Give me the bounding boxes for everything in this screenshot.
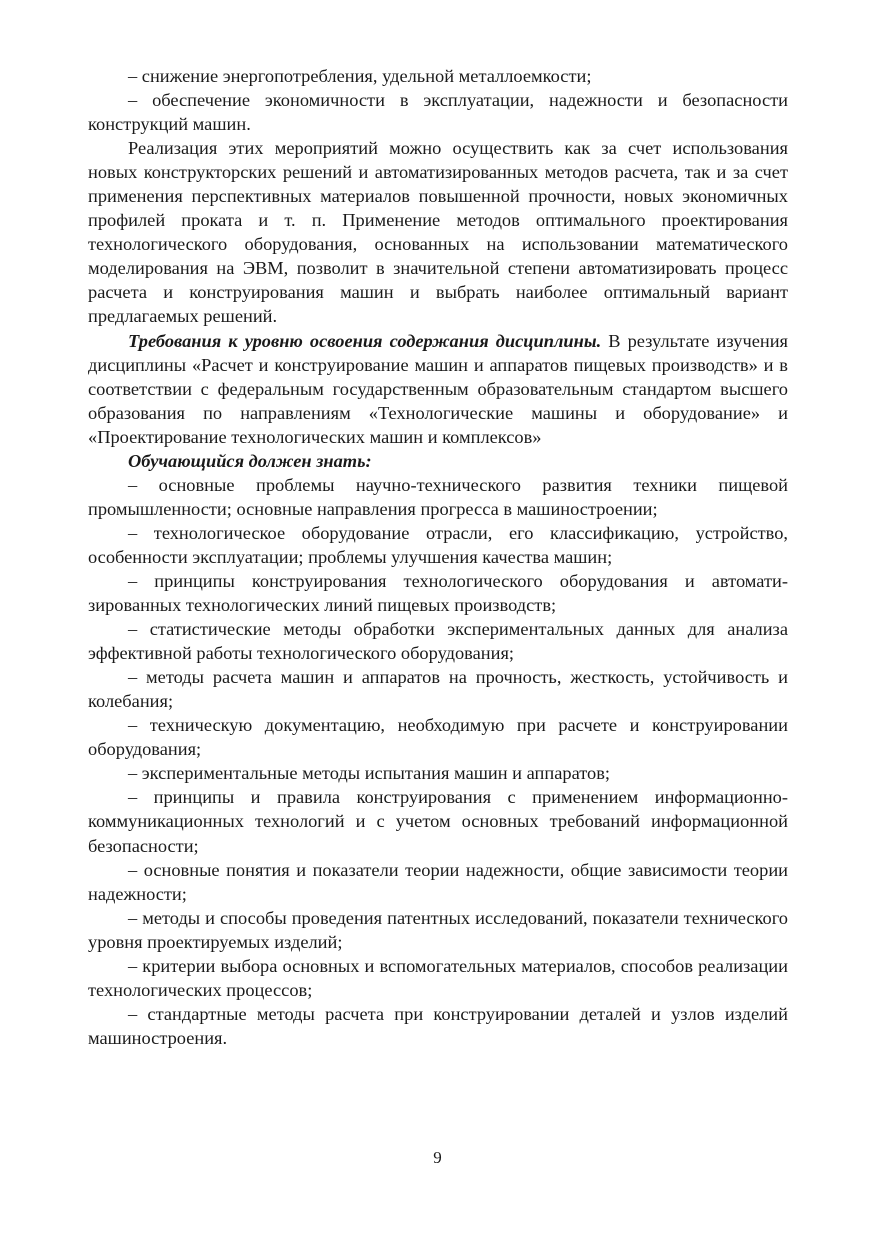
list-item: – обеспечение экономичности в эксплуатации, надежности и безопасности конструкций машин. [88,90,788,135]
list-item: – принципы и правила конструирования с применением информационно-коммуникационных технологий и с учетом основных требований информационной безопасности; [88,787,788,856]
list-item: – снижение энергопотребления, удельной металлоемкости; [128,66,592,86]
paragraph-implementation: Реализация этих мероприятий можно осуществить как за счет использования новых конструкторских решений и автоматизированных методов расчета, так и за счет применения перспективных материалов повышенной прочности, новых экономичных профилей проката и т. п. Применение методов оптимального проектирования технологического оборудования, основанных на использовании математического моделирования на ЭВМ, позволит в значительной степени автоматизировать процесс расчета и конструирования машин и выбрать наиболее оптимальный вариант предлагаемых решений. [88,138,788,327]
list-item: – методы расчета машин и аппаратов на прочность, жесткость, устойчивость и колебания; [88,667,788,712]
paragraph-requirements [88,329,788,449]
must-know-heading-text: Обучающийся должен знать: [128,450,372,471]
list-item: – стандартные методы расчета при конструировании деталей и узлов изделий машиностроения. [88,1003,788,1048]
list-item: – принципы конструирования технологического оборудования и автоматизированных технологических линий пищевых производств; [88,570,788,616]
page-number: 9 [433,1148,442,1167]
list-item: – техническую документацию, необходимую при расчете и конструировании оборудования; [88,715,788,760]
must-know-heading [88,449,788,473]
list-item: – основные проблемы научно-технического развития техники пищевой промышленности; основные направления прогресса в машиностроении; [88,474,788,519]
document-page-body [88,64,788,1050]
list-item: – методы и способы проведения патентных исследований, показатели технического уровня проектируемых изделий; [88,907,788,952]
list-item: – экспериментальные методы испытания машин и аппаратов; [128,763,611,784]
requirements-text: В результате изучения дисциплины «Расчет и конструирование машин и аппаратов пищевых производств» и в соответствии с федеральным государственным образовательным стандартом высшего образования по направлениям «Технологические машины и оборудование» и «Проектирование технологических машин и комплексов» [88,330,788,447]
list-item: – статистические методы обработки экспериментальных данных для анализа эффективной работы технологического оборудования; [88,619,788,664]
list-item: – технологическое оборудование отрасли, его классификацию, устройство, особенности эксплуатации; проблемы улучшения качества машин; [88,522,788,567]
list-item: – основные понятия и показатели теории надежности, общие зависимости теории надежности; [88,859,788,904]
requirements-heading: Требования к уровню освоения содержания дисциплины. [128,330,602,351]
list-item: – критерии выбора основных и вспомогательных материалов, способов реализации технологических процессов; [88,955,788,1000]
